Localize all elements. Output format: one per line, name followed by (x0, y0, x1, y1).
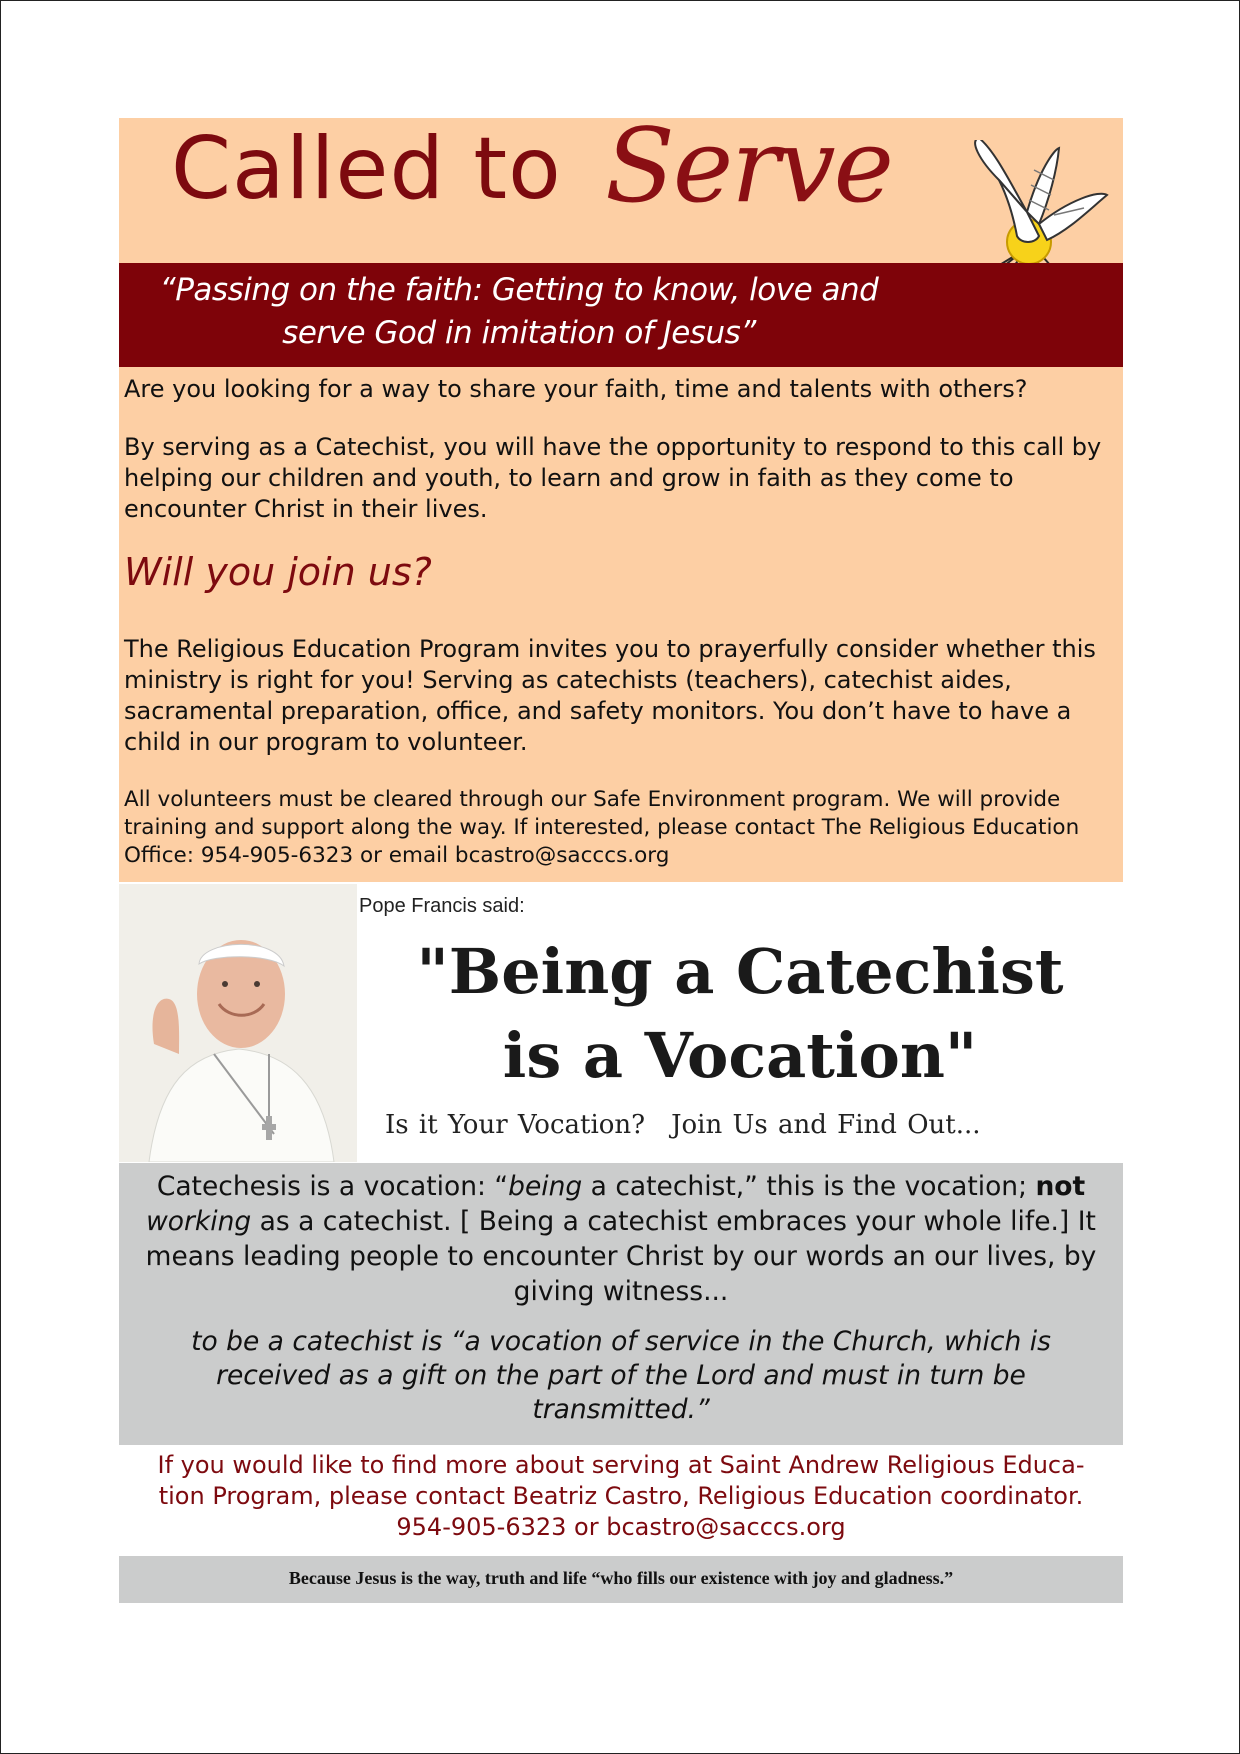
join-heading: Will you join us? (124, 550, 432, 594)
vocation-question-1: Is it Your Vocation? (385, 1110, 646, 1140)
title-called-to: Called to (171, 119, 562, 219)
quote-line-1: "Being a Catechist (416, 935, 1064, 1008)
vocation-question (385, 1110, 1105, 1140)
quote-line-2: is a Vocation" (502, 1019, 978, 1092)
catechesis-italic-quote: to be a catechist is “a vocation of service in the Church, which is received as a gift on the part of the Lord and must in turn be transmitted.” (191, 1326, 1051, 1425)
title-serve: Serve (605, 107, 892, 226)
banner-line-2: serve God in imitation of Jesus” (282, 315, 756, 351)
tagline-banner (119, 263, 1123, 367)
catechesis-paragraph: Catechesis is a vocation: “being a catechist,” this is the vocation; not working as a catechist. [ Being a catechist embraces your whole life.] It means leading people to encounter Christ by our words an our lives, by giving witness... (145, 1171, 1097, 1307)
pope-said-label: Pope Francis said: (359, 895, 525, 917)
top-panel (119, 107, 1123, 882)
intro-paragraph-1: Are you looking for a way to share your faith, time and talents with others? (124, 375, 1028, 403)
pope-francis-photo (119, 884, 357, 1162)
intro-paragraph-4: All volunteers must be cleared through our Safe Environment program. We will provide training and support along the way. If interested, please contact The Religious Education Office: 954-905-6323 or email bcastro@sacccs.org (124, 787, 1080, 868)
vocation-question-2: Join Us and Find Out... (671, 1110, 981, 1140)
catechesis-quote-box (119, 1163, 1123, 1445)
footer-text: Because Jesus is the way, truth and life “who fills our existence with joy and gladness.” (288, 1568, 954, 1588)
contact-line-1: If you would like to find more about serving at Saint Andrew Religious Educa- (157, 1451, 1085, 1479)
catechist-vocation-quote (380, 930, 1100, 1098)
contact-line-3: 954-905-6323 or bcastro@sacccs.org (396, 1513, 846, 1541)
contact-line-2: tion Program, please contact Beatriz Castro, Religious Education coordinator. (158, 1482, 1084, 1510)
intro-paragraph-3: The Religious Education Program invites you to prayerfully consider whether this ministry is right for you! Serving as catechists (teachers), catechist aides, sacramental preparation, office, and safety monitors. You don’t have to have a child in our program to volunteer. (124, 635, 1096, 756)
footer-bar (119, 1556, 1123, 1603)
banner-line-1: “Passing on the faith: Getting to know, love and (159, 272, 879, 308)
contact-info (119, 1450, 1123, 1543)
intro-paragraph-2: By serving as a Catechist, you will have the opportunity to respond to this call by helping our children and youth, to learn and grow in faith as they come to encounter Christ in their lives. (124, 433, 1102, 523)
